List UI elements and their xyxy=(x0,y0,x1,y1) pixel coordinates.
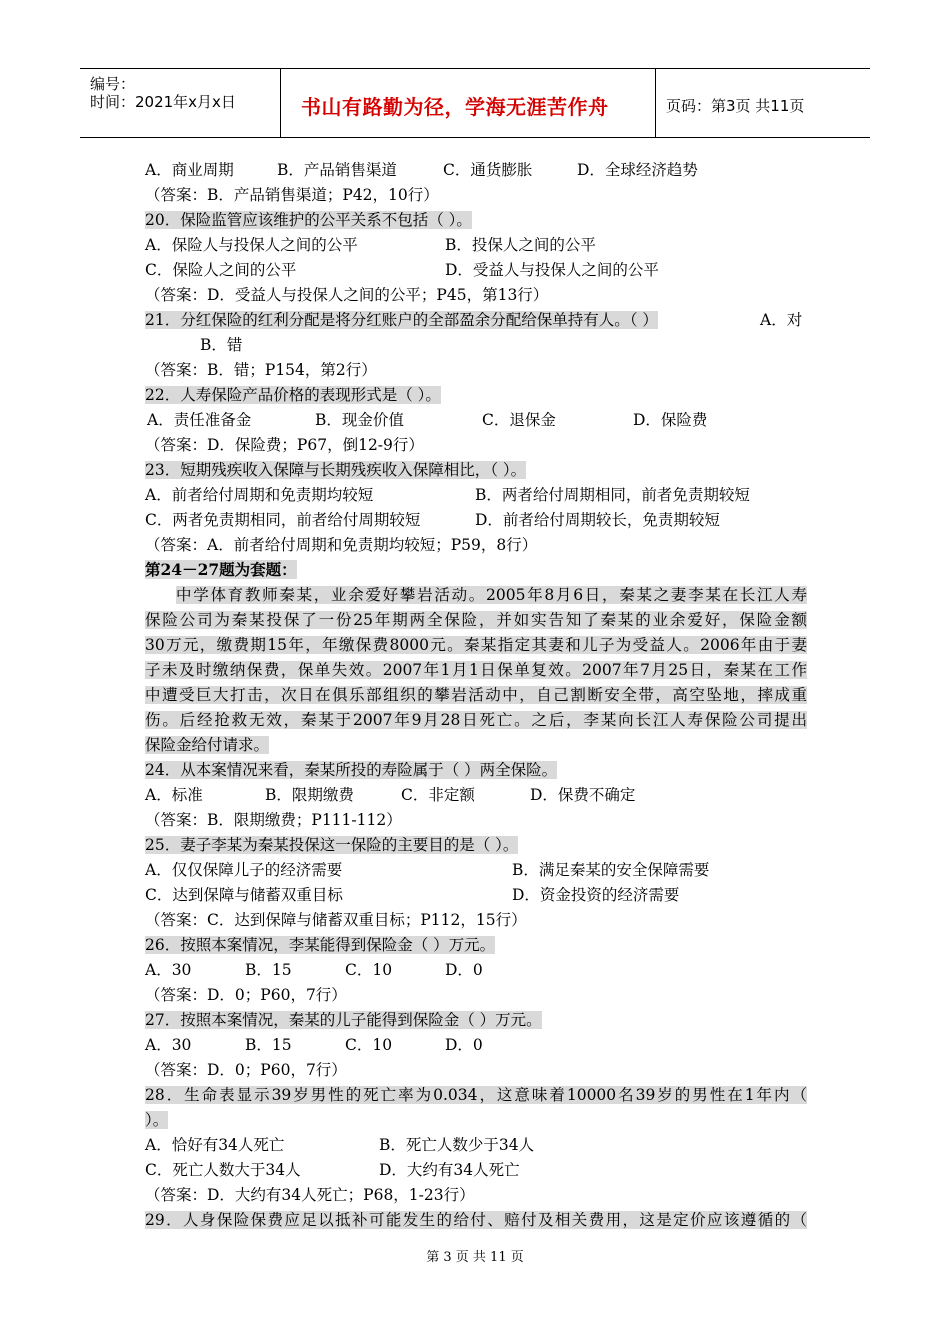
header-info-cell xyxy=(80,69,279,137)
option: B．现金价值 xyxy=(315,411,404,429)
option: C．10 xyxy=(345,961,393,979)
option: B．产品销售渠道 xyxy=(277,161,397,179)
case-text: 中学体育教师秦某，业余爱好攀岩活动。2005年8月6日，秦某之妻李某在长江人寿 xyxy=(176,586,807,604)
option: B．15 xyxy=(245,1036,292,1054)
option: A．对 xyxy=(760,311,803,329)
question-text: 26．按照本案情况，李某能得到保险金（ ）万元。 xyxy=(145,936,496,954)
option: D．保险费 xyxy=(633,411,708,429)
q24-stem xyxy=(145,759,557,781)
question-text: 29．人身保险保费应足以抵补可能发生的给付、赔付及相关费用，这是定价应该遵循的（ xyxy=(145,1211,807,1229)
option: C．死亡人数大于34人 xyxy=(145,1161,301,1179)
q22-answer: （答案：D．保险费；P67，倒12-9行） xyxy=(145,436,424,454)
question-text: 27．按照本案情况，秦某的儿子能得到保险金（ ）万元。 xyxy=(145,1011,542,1029)
header-motto-cell xyxy=(280,69,656,137)
option: A．商业周期 xyxy=(145,161,234,179)
option: C．通货膨胀 xyxy=(443,161,533,179)
option: C．达到保障与储蓄双重目标 xyxy=(145,886,343,904)
option: A．仅仅保障儿子的经济需要 xyxy=(145,861,343,879)
case-paragraph-line xyxy=(176,584,807,606)
case-title xyxy=(145,559,297,581)
q29-stem xyxy=(145,1209,807,1231)
option: D．保费不确定 xyxy=(530,786,636,804)
option: D．资金投资的经济需要 xyxy=(512,886,680,904)
option: D．0 xyxy=(445,1036,483,1054)
q25-answer: （答案：C．达到保障与储蓄双重目标；P112，15行） xyxy=(145,911,527,929)
page-footer: 第 3 页 共 11 页 xyxy=(426,1250,524,1265)
option: D．全球经济趋势 xyxy=(577,161,698,179)
option: B．限期缴费 xyxy=(265,786,354,804)
option: A．保险人与投保人之间的公平 xyxy=(145,236,358,254)
option: C．10 xyxy=(345,1036,393,1054)
question-text: 28．生命表显示39岁男性的死亡率为0.034，这意味着10000名39岁的男性在1年内（ xyxy=(145,1086,807,1104)
question-text: 21．分红保险的红利分配是将分红账户的全部盈余分配给保单持有人。（ ） xyxy=(145,311,658,329)
case-paragraph-line xyxy=(145,734,269,756)
q20-answer: （答案：D．受益人与投保人之间的公平；P45，第13行） xyxy=(145,286,549,304)
option: B．15 xyxy=(245,961,292,979)
q23-stem xyxy=(145,459,526,481)
option: B．投保人之间的公平 xyxy=(445,236,596,254)
q26-stem xyxy=(145,934,495,956)
case-paragraph-line xyxy=(145,659,807,681)
q23-answer: （答案：A．前者给付周期和免责期均较短；P59，8行） xyxy=(145,536,538,554)
case-paragraph-line xyxy=(145,684,807,706)
question-text: 24．从本案情况来看，秦某所投的寿险属于（ ）两全保险。 xyxy=(145,761,558,779)
q22-stem xyxy=(145,384,441,406)
option: B．满足秦某的安全保障需要 xyxy=(512,861,710,879)
question-text: 20．保险监管应该维护的公平关系不包括（ ）。 xyxy=(145,211,472,229)
option: A．30 xyxy=(145,961,192,979)
q21-answer: （答案：B．错；P154，第2行） xyxy=(145,361,377,379)
q19-answer: （答案：B．产品销售渠道；P42，10行） xyxy=(145,186,439,204)
case-paragraph-line xyxy=(145,709,807,731)
option: A．30 xyxy=(145,1036,192,1054)
option: C．退保金 xyxy=(482,411,556,429)
q27-answer: （答案：D．0；P60，7行） xyxy=(145,1061,347,1079)
option: D．大约有34人死亡 xyxy=(379,1161,520,1179)
option: D．前者给付周期较长，免责期较短 xyxy=(475,511,720,529)
option: A．责任准备金 xyxy=(147,411,252,429)
q28-stem-line2 xyxy=(145,1109,168,1131)
page-header xyxy=(80,68,870,138)
option: D．受益人与投保人之间的公平 xyxy=(445,261,659,279)
option: B．错 xyxy=(200,336,243,354)
case-title-text: 第24－27题为套题： xyxy=(145,560,297,579)
option: B．两者给付周期相同，前者免责期较短 xyxy=(475,486,750,504)
option: A．恰好有34人死亡 xyxy=(145,1136,285,1154)
option: B．死亡人数少于34人 xyxy=(379,1136,535,1154)
q26-answer: （答案：D．0；P60，7行） xyxy=(145,986,347,1004)
question-text: ）。 xyxy=(145,1111,169,1129)
case-text: 保险公司为秦某投保了一份25年期两全保险，并如实告知了秦某的业余爱好，保险金额 xyxy=(145,611,807,629)
question-text: 25．妻子李某为秦某投保这一保险的主要目的是（ ）。 xyxy=(145,836,519,854)
option: D．0 xyxy=(445,961,483,979)
page-info: 页码：第3页 共11页 xyxy=(666,97,805,115)
case-paragraph-line xyxy=(145,609,807,631)
case-text: 伤。后经抢救无效，秦某于2007年9月28日死亡。之后，李某向长江人寿保险公司提出 xyxy=(145,711,807,729)
case-text: 子未及时缴纳保费，保单失效。2007年1月1日保单复效。2007年7月25日，秦某在工作 xyxy=(145,661,807,679)
option: C．非定额 xyxy=(401,786,475,804)
case-paragraph-line xyxy=(145,634,807,656)
case-text: 中遭受巨大打击，次日在俱乐部组织的攀岩活动中，自己割断安全带，高空坠地，摔成重 xyxy=(145,686,807,704)
document-date: 时间：2021年x月x日 xyxy=(90,93,236,111)
q28-answer: （答案：D．大约有34人死亡；P68，1-23行） xyxy=(145,1186,475,1204)
q28-stem-line1 xyxy=(145,1084,807,1106)
q25-stem xyxy=(145,834,518,856)
case-text: 30万元，缴费期15年，年缴保费8000元。秦某指定其妻和儿子为受益人。2006年由于妻 xyxy=(145,636,807,654)
q21-stem xyxy=(145,309,803,331)
option: C．两者免责期相同，前者给付周期较短 xyxy=(145,511,421,529)
q24-answer: （答案：B．限期缴费；P111-112） xyxy=(145,811,402,829)
header-page-cell xyxy=(656,69,870,137)
case-text: 保险金给付请求。 xyxy=(145,736,270,754)
motto: 书山有路勤为径，学海无涯苦作舟 xyxy=(301,95,609,119)
question-text: 22．人寿保险产品价格的表现形式是（ ）。 xyxy=(145,386,441,404)
q20-stem xyxy=(145,209,472,231)
question-text: 23．短期残疾收入保障与长期残疾收入保障相比，（ ）。 xyxy=(145,461,527,479)
option: A．标准 xyxy=(145,786,203,804)
q27-stem xyxy=(145,1009,542,1031)
option: A．前者给付周期和免责期均较短 xyxy=(145,486,374,504)
option: C．保险人之间的公平 xyxy=(145,261,297,279)
document-number-label: 编号： xyxy=(90,75,136,93)
